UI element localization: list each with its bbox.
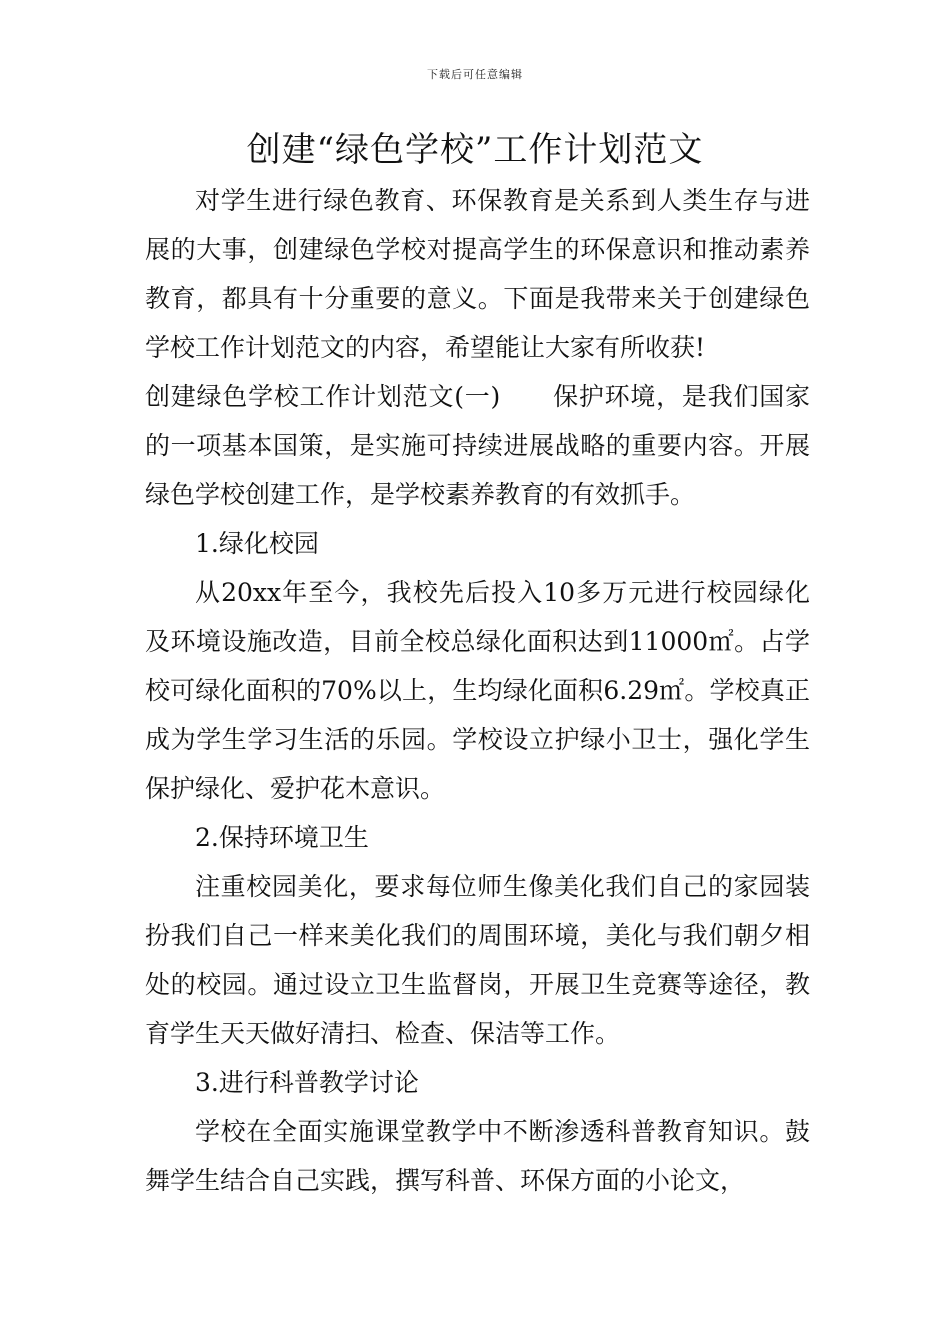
item-paragraph-3: 学校在全面实施课堂教学中不断渗透科普教育知识。鼓舞学生结合自己实践，撰写科普、环保方面的小论文， — [145, 1117, 810, 1195]
section-paragraph — [145, 372, 810, 519]
document-title: 创建“绿色学校”工作计划范文 — [246, 130, 704, 170]
header-note: 下载后可任意编辑 — [427, 68, 523, 81]
item-heading-2: 2.保持环境卫生 — [195, 823, 369, 852]
item-heading-3: 3.进行科普教学讨论 — [195, 1068, 419, 1097]
section-intro: 保护环境，是我们国家的一项基本国策，是实施可持续进展战略的重要内容。开展绿色学校创建工作，是学校素养教育的有效抓手。 — [145, 382, 810, 509]
item-paragraph-2: 注重校园美化，要求每位师生像美化我们自己的家园装扮我们自己一样来美化我们的周围环境，美化与我们朝夕相处的校园。通过设立卫生监督岗，开展卫生竞赛等途径，教育学生天天做好清扫、检查、保洁等工作。 — [145, 872, 810, 1048]
item-heading-1: 1.绿化校园 — [195, 529, 319, 558]
document-body — [145, 176, 810, 1205]
item-paragraph-1: 从20xx年至今，我校先后投入10多万元进行校园绿化及环境设施改造，目前全校总绿化面积达到11000㎡。占学校可绿化面积的70%以上，生均绿化面积6.29㎡。学校真正成为学生学习生活的乐园。学校设立护绿小卫士，强化学生保护绿化、爱护花木意识。 — [145, 578, 810, 803]
intro-paragraph: 对学生进行绿色教育、环保教育是关系到人类生存与进展的大事，创建绿色学校对提高学生的环保意识和推动素养教育，都具有十分重要的意义。下面是我带来关于创建绿色学校工作计划范文的内容，希望能让大家有所收获! — [145, 186, 810, 362]
section-title: 创建绿色学校工作计划范文(一) — [145, 382, 501, 411]
